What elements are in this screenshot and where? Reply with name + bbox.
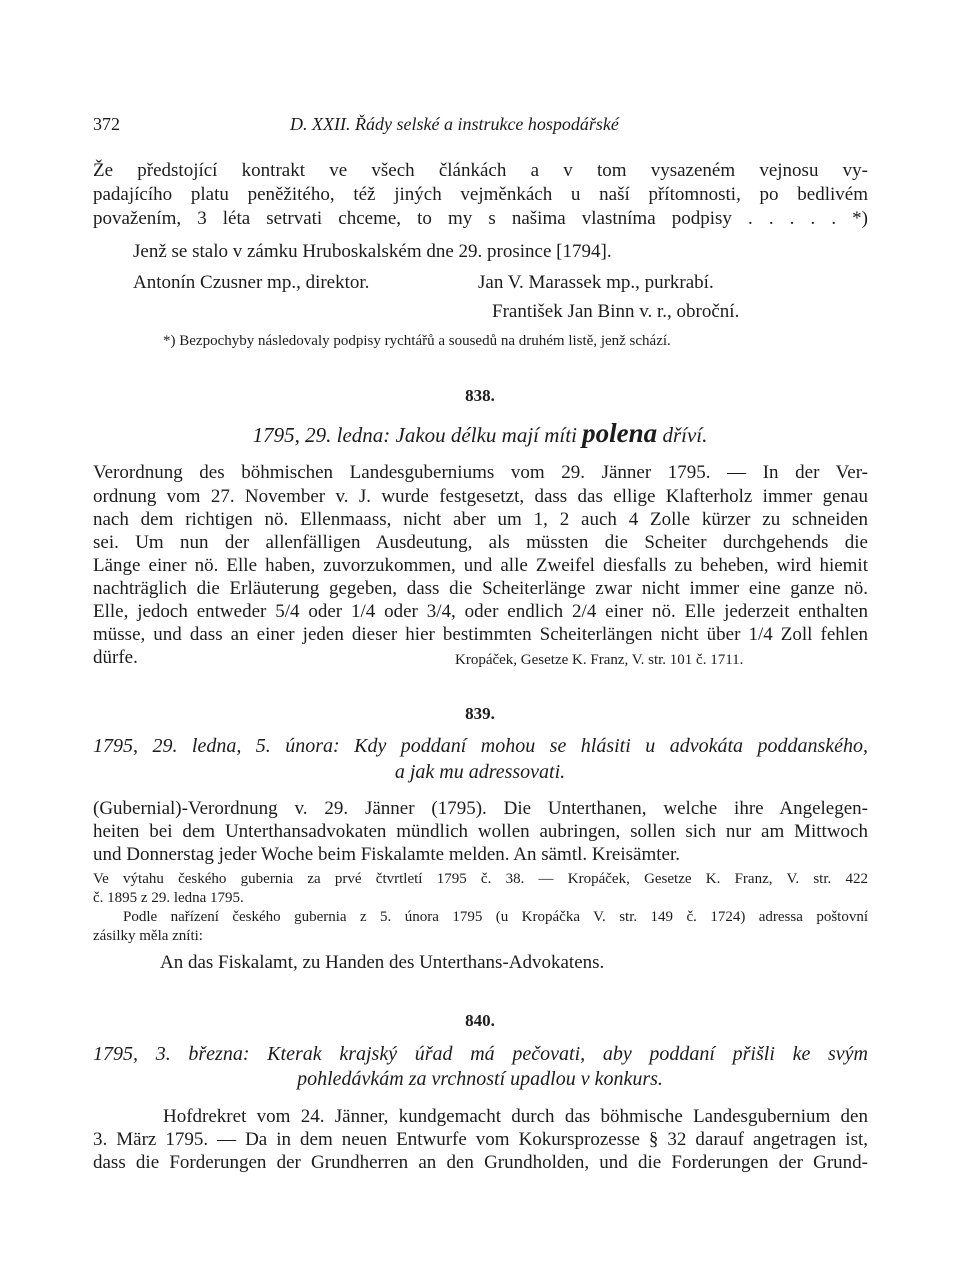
sec838-line-7: Elle, jedoch entweder 5/4 oder 1/4 oder 3/4, oder endlich 2/4 einer nö. Elle jederzeit enthalten	[93, 601, 868, 622]
sec839-note1-line-1: Ve výtahu českého gubernia za prvé čtvrtletí 1795 č. 38. — Kropáček, Gesetze K. Franz, V. str. 422	[93, 871, 868, 887]
footnote: *) Bezpochyby následovaly podpisy rychtářů a sousedů na druhém listě, jenž schází.	[163, 333, 671, 349]
sec839-note1-line-2: č. 1895 z 29. ledna 1795.	[93, 890, 244, 906]
section-number-839: 839.	[465, 704, 495, 723]
intro-line-1: Že předstojící kontrakt ve všech článkách a v tom vysazeném vejnosu vy-	[93, 160, 868, 181]
signature-burgrave: Jan V. Marassek mp., purkrabí.	[478, 272, 714, 293]
intro-line-2: padajícího platu peněžitého, též jiných vejměnkách u naší přítomnosti, po bedlivém	[93, 184, 868, 205]
sec838-line-4: sei. Um nun der allenfälligen Ausdeutung, als müssten die Scheiter durchgehends die	[93, 532, 868, 553]
sec840-line-3: dass die Forderungen der Grundherren an den Grundholden, und die Forderungen der Grund-	[93, 1152, 868, 1173]
running-title: D. XXII. Řády selské a instrukce hospodářské	[290, 114, 619, 134]
sec838-last-line: dürfe.	[93, 647, 138, 668]
signature-director: Antonín Czusner mp., direktor.	[133, 272, 370, 293]
sec840-line-1: Hofdrekret vom 24. Jänner, kundgemacht durch das böhmische Landesgubernium den	[163, 1106, 868, 1127]
sec838-citation: Kropáček, Gesetze K. Franz, V. str. 101 č. 1711.	[455, 652, 744, 668]
sec839-line-1: (Gubernial)-Verordnung v. 29. Jänner (1795). Die Unterthanen, welche ihre Angelegen-	[93, 798, 868, 819]
sec838-line-1: Verordnung des böhmischen Landesguberniums vom 29. Jänner 1795. — In der Ver-	[93, 462, 868, 483]
intro-line-3: považením, 3 léta setrvati chceme, to my s našima vlastníma podpisy . . . . . *)	[93, 208, 868, 229]
sec839-line-2: heiten bei dem Unterthansadvokaten mündlich wollen aubringen, sollen sich nur am Mittwoch	[93, 821, 868, 842]
title-emphasis: polena	[582, 418, 658, 448]
sec838-line-5: Länge einer nö. Elle haben, zuvorzukommen, und alle Zweifel diesfalls zu beheben, wird hiemit	[93, 555, 868, 576]
section-title-840-line-1: 1795, 3. března: Kterak krajský úřad má pečovati, aby poddaní přišli ke svým	[93, 1043, 868, 1065]
intro-line-4: Jenž se stalo v zámku Hruboskalském dne 29. prosince [1794].	[133, 241, 612, 262]
sec838-line-8: müsse, und dass an einer jeden dieser hier bestimmten Scheiterlängen nicht über 1/4 Zoll fehlen	[93, 624, 868, 645]
sec840-line-2: 3. März 1795. — Da in dem neuen Entwurfe vom Kokursprozesse § 32 darauf angetragen ist,	[93, 1129, 868, 1150]
sec838-line-3: nach dem richtigen nö. Ellenmaass, nicht aber um 1, 2 auch 4 Zolle kürzer zu schneiden	[93, 509, 868, 530]
section-title-840-line-2: pohledávkám za vrchností upadlou v konkurs.	[297, 1068, 663, 1090]
section-title-839-line-1: 1795, 29. ledna, 5. února: Kdy poddaní mohou se hlásiti u advokáta poddanského,	[93, 735, 868, 757]
sec839-note2-line-1: Podle nařízení českého gubernia z 5. února 1795 (u Kropáčka V. str. 149 č. 1724) adressa poštovní	[123, 909, 868, 925]
sec839-note2-line-2: zásilky měla zníti:	[93, 928, 203, 944]
section-title-839-line-2: a jak mu adressovati.	[394, 761, 566, 783]
section-title-838: 1795, 29. ledna: Jakou délku mají míti polena dříví.	[252, 418, 708, 448]
sec839-last-line: und Donnerstag jeder Woche beim Fiskalamte melden. An sämtl. Kreisämter.	[93, 844, 680, 865]
signature-treasurer: František Jan Binn v. r., obroční.	[492, 301, 740, 322]
section-number-838: 838.	[465, 386, 495, 405]
page-number: 372	[93, 114, 120, 134]
sec838-line-2: ordnung vom 27. November v. J. wurde festgesetzt, dass das ellige Klafterholz immer genau	[93, 486, 868, 507]
sec838-line-6: nachträglich die Erläuterung gegeben, dass die Scheiterlänge zwar nicht immer eine ganze nö.	[93, 578, 868, 599]
section-number-840: 840.	[465, 1011, 495, 1030]
sec839-address: An das Fiskalamt, zu Handen des Unterthans-Advokatens.	[160, 952, 605, 973]
